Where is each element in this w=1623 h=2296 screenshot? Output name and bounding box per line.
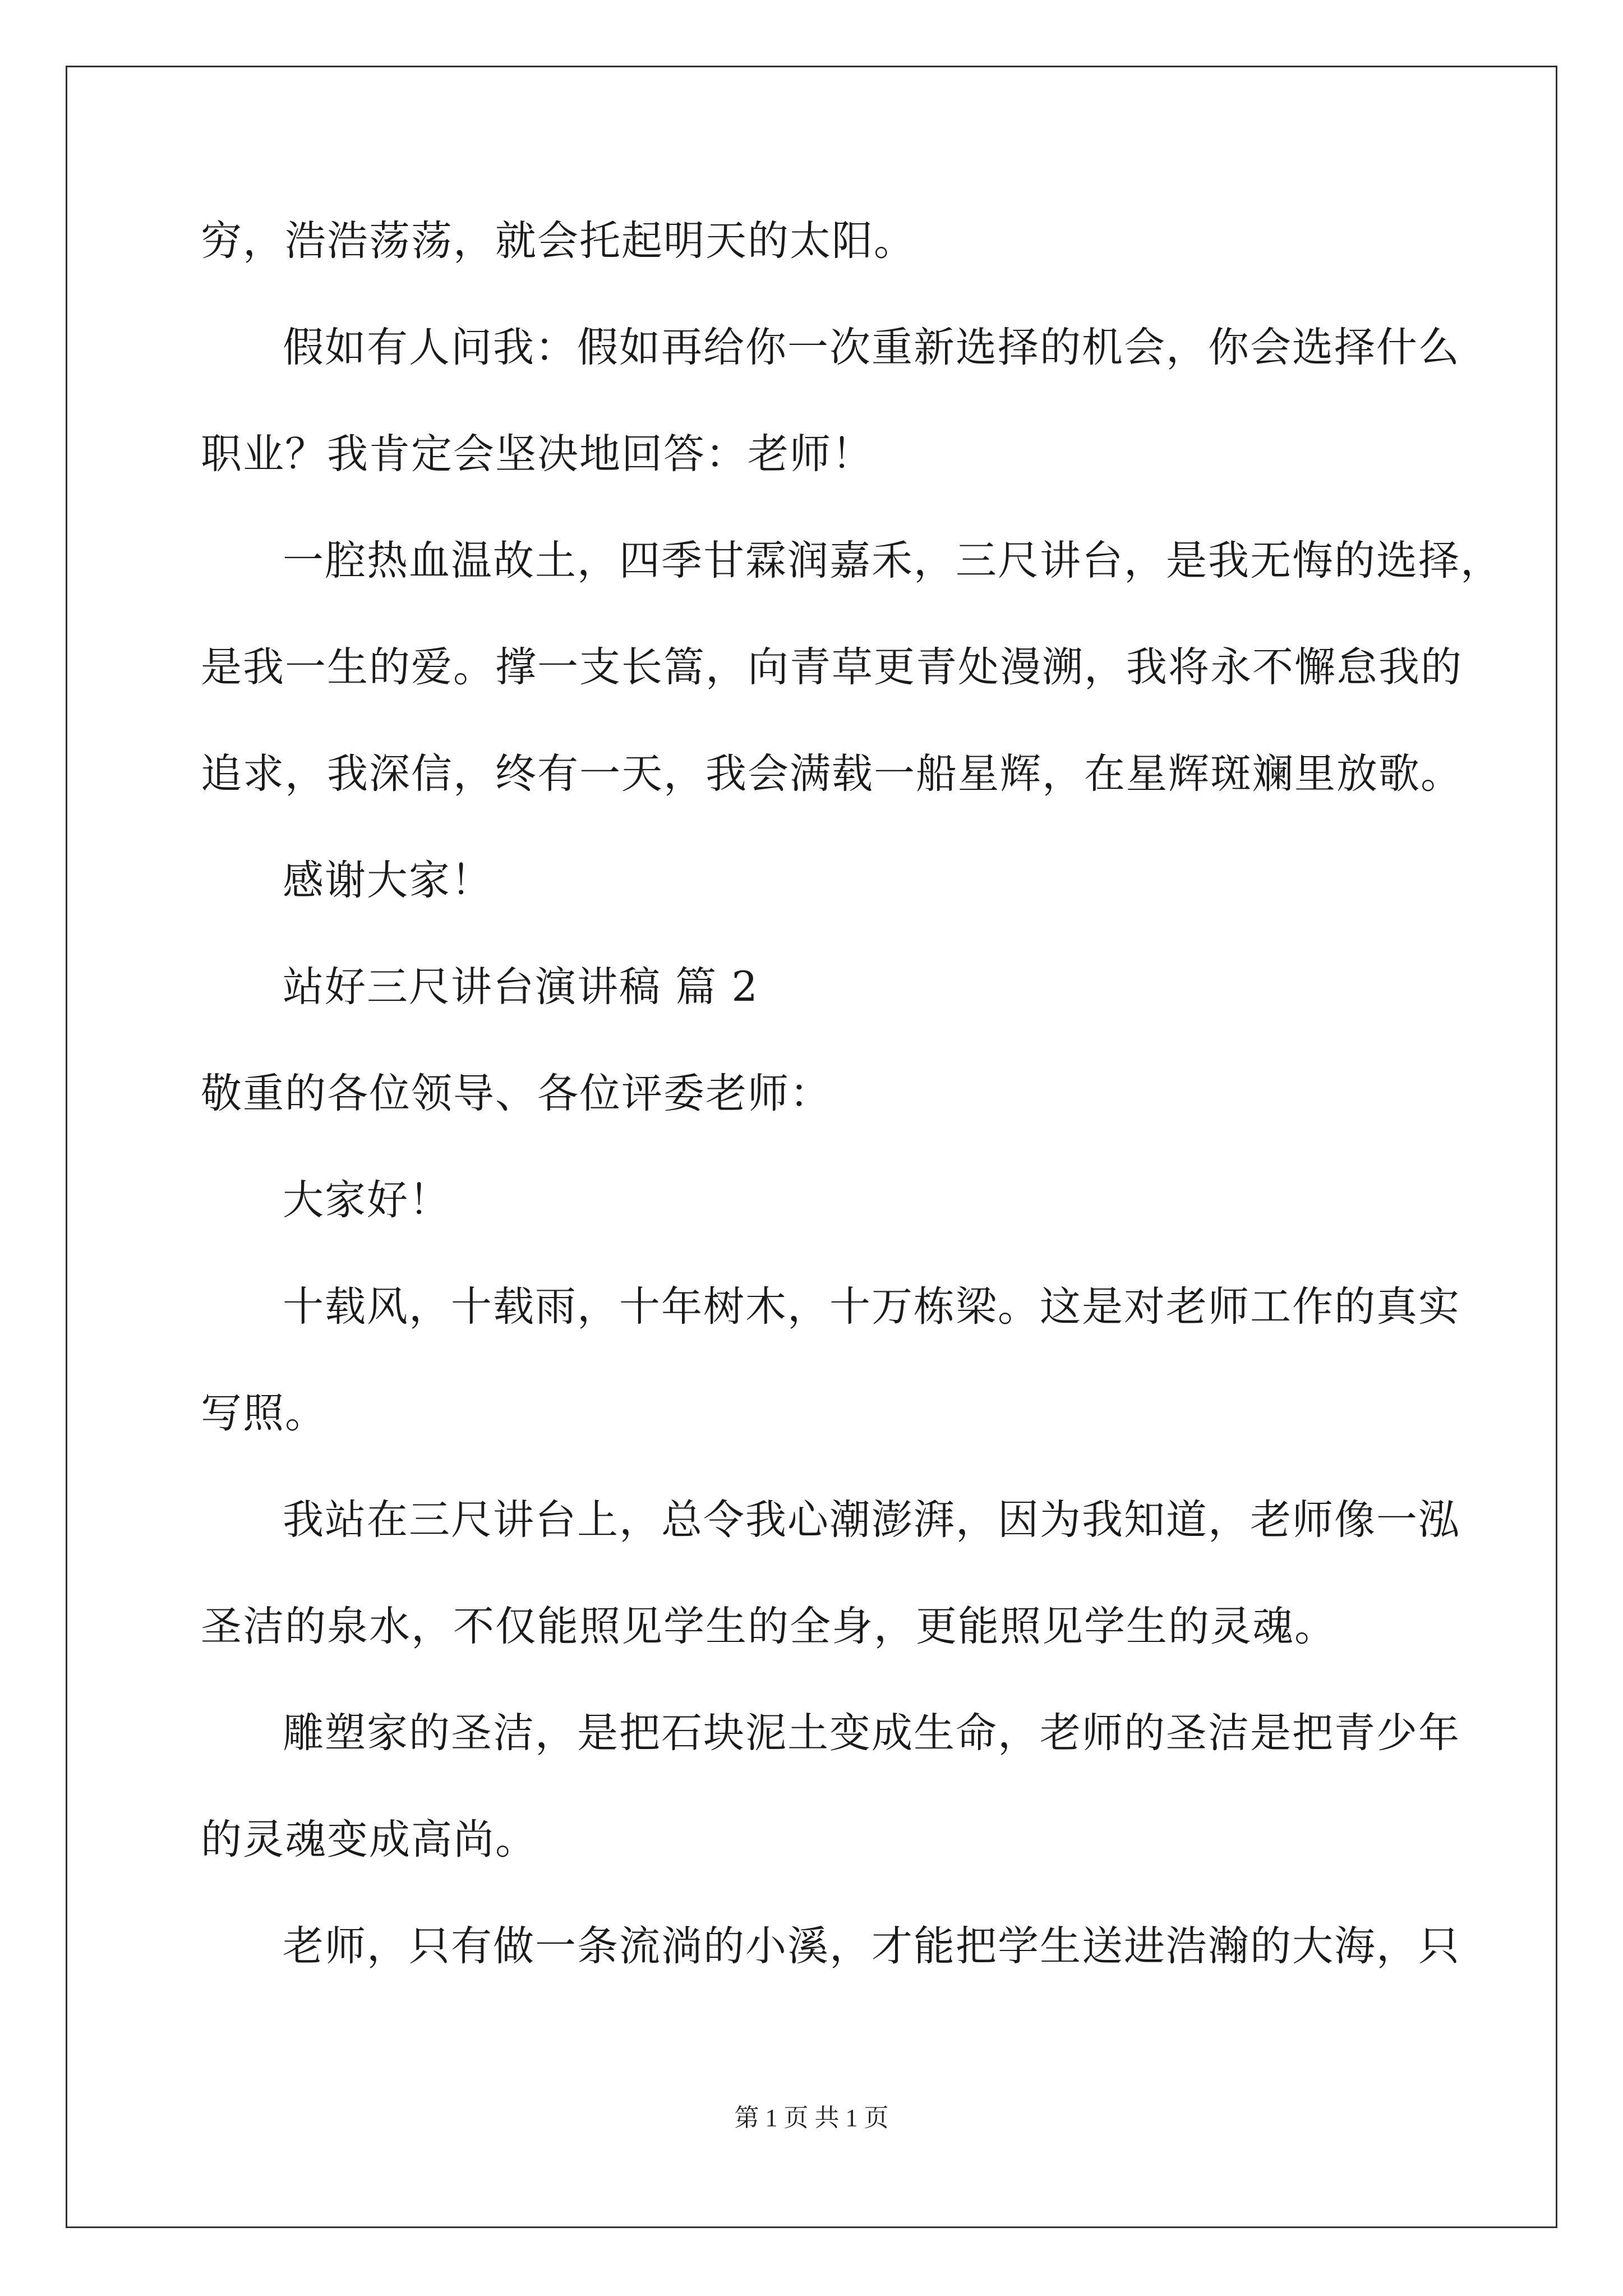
section-heading: 站好三尺讲台演讲稿 篇 2: [283, 963, 759, 1011]
text-line: 雕塑家的圣洁，是把石块泥土变成生命，老师的圣洁是把青少年: [283, 1709, 1460, 1757]
text-line: 的灵魂变成高尚。: [201, 1816, 537, 1864]
text-line: 写照。: [201, 1389, 327, 1437]
salutation: 敬重的各位领导、各位评委老师：: [201, 1070, 832, 1117]
text-line: 十载风，十载雨，十年树木，十万栋梁。这是对老师工作的真实: [283, 1283, 1460, 1331]
text-line: 老师，只有做一条流淌的小溪，才能把学生送进浩瀚的大海，只: [283, 1922, 1460, 1970]
text-line: 我站在三尺讲台上，总令我心潮澎湃，因为我知道，老师像一泓: [283, 1496, 1460, 1544]
page-number: 第 1 页 共 1 页: [734, 2104, 889, 2132]
text-line: 追求，我深信，终有一天，我会满载一船星辉，在星辉斑斓里放歌。: [201, 750, 1463, 798]
text-line: 职业？我肯定会坚决地回答：老师！: [201, 430, 874, 478]
greeting: 大家好！: [283, 1176, 451, 1224]
text-line: 是我一生的爱。撑一支长篙，向青草更青处漫溯，我将永不懈怠我的: [201, 643, 1463, 691]
text-line: 穷，浩浩荡荡，就会托起明天的太阳。: [201, 217, 916, 265]
text-line: 假如有人问我：假如再给你一次重新选择的机会，你会选择什么: [283, 324, 1460, 371]
text-line: 圣洁的泉水，不仅能照见学生的全身，更能照见学生的灵魂。: [201, 1603, 1336, 1650]
text-line: 一腔热血温故土，四季甘霖润嘉禾，三尺讲台，是我无悔的选择，: [283, 537, 1502, 585]
page-frame: [66, 66, 1557, 2228]
text-line: 感谢大家！: [283, 857, 493, 904]
